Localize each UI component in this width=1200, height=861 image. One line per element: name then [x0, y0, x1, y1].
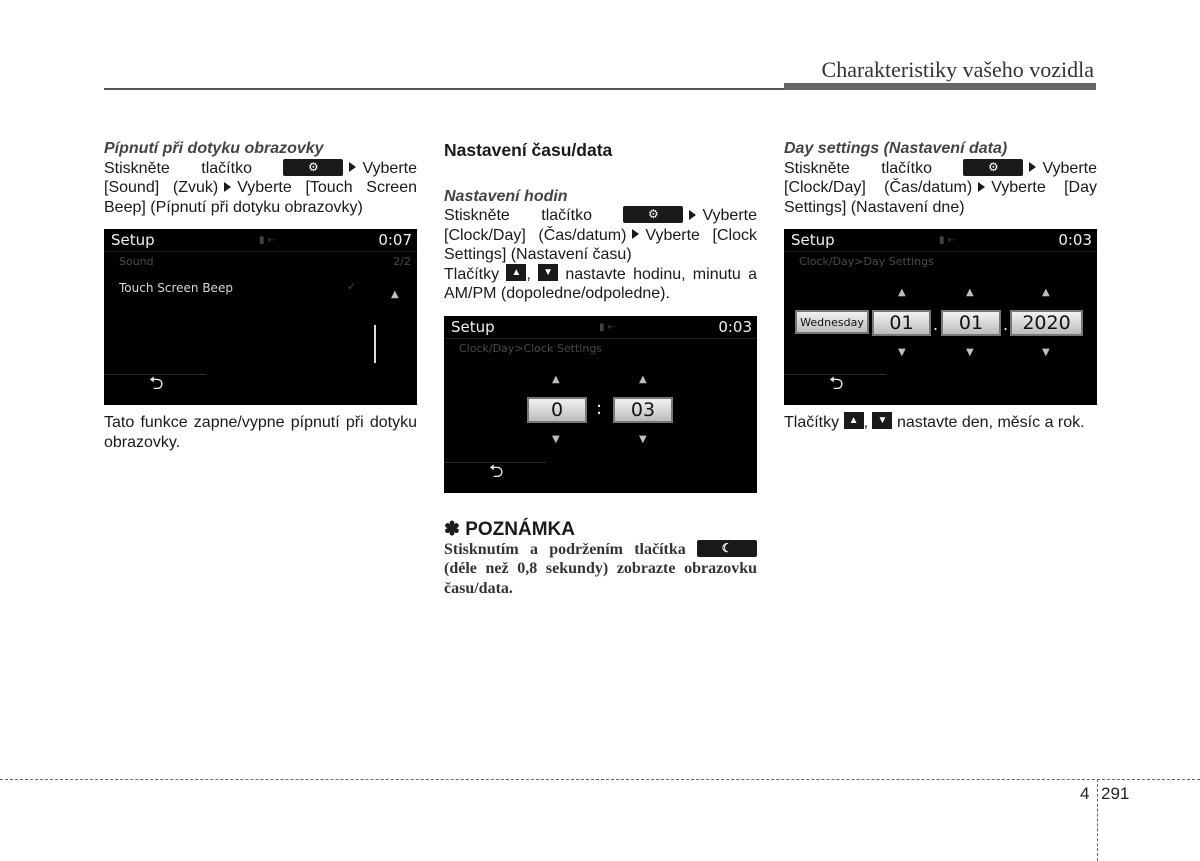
day-field[interactable]: 01 — [872, 310, 931, 336]
text: nastavte den, měsíc a rok. — [896, 414, 1085, 431]
footer-divider — [1097, 779, 1098, 861]
gear-icon: ⚙ — [988, 159, 999, 174]
chapter-number: 4 — [1080, 784, 1090, 803]
moon-icon: ☾ — [721, 541, 733, 556]
paragraph — [784, 413, 1097, 433]
paragraph — [444, 206, 757, 265]
note-block — [444, 512, 757, 598]
day-up-icon[interactable]: ▲ — [898, 287, 906, 298]
month-field[interactable]: 01 — [941, 310, 1001, 336]
header-rule-accent — [784, 83, 1096, 90]
back-icon[interactable]: ⮌ — [149, 373, 164, 394]
column-3 — [784, 139, 1097, 217]
footer-rule — [0, 779, 1200, 780]
note-title: ✽ POZNÁMKA — [444, 519, 575, 540]
gear-icon: ⚙ — [308, 159, 319, 174]
paragraph — [444, 265, 757, 304]
text: , — [863, 414, 869, 431]
text: [Clock/Day] (Čas/datum) — [784, 179, 973, 196]
hour-down-icon[interactable]: ▼ — [552, 434, 560, 445]
up-button-icon: ▲ — [506, 264, 526, 281]
minute-down-icon[interactable]: ▼ — [639, 434, 647, 445]
screenshot-day-settings — [784, 229, 1097, 405]
down-button-icon: ▼ — [872, 412, 892, 429]
status-icons: ▮ ⇠ — [259, 235, 277, 246]
menu-item-sound[interactable]: Sound — [119, 255, 154, 268]
screen-clock: 0:03 — [718, 318, 752, 336]
section-heading: Nastavení času/data — [444, 140, 613, 160]
gear-icon: ⚙ — [648, 207, 659, 222]
text: [Clock/Day] (Čas/datum) — [444, 226, 627, 244]
day-down-icon[interactable]: ▼ — [898, 347, 906, 358]
minute-field[interactable]: 03 — [613, 397, 673, 423]
status-icons: ▮ ⇠ — [599, 322, 617, 333]
clock-button-icon — [697, 540, 757, 557]
month-up-icon[interactable]: ▲ — [966, 287, 974, 298]
text: Stiskněte tlačítko — [104, 159, 252, 177]
paragraph — [104, 159, 417, 218]
month-down-icon[interactable]: ▼ — [966, 347, 974, 358]
text: Vyberte [Clock Settings] (Nastavení času) — [444, 226, 757, 263]
status-icons: ▮ ⇠ — [939, 235, 957, 246]
text: [Sound] (Zvuk) — [104, 179, 219, 196]
page-number: 291 — [1101, 784, 1130, 803]
up-button-icon: ▲ — [844, 412, 864, 429]
arrow-right-icon — [689, 210, 696, 220]
breadcrumb: Clock/Day>Clock Settings — [459, 342, 603, 355]
year-up-icon[interactable]: ▲ — [1042, 287, 1050, 298]
column-1 — [104, 139, 417, 217]
arrow-right-icon — [349, 162, 356, 172]
text: Vyberte [Day Settings] (Nastavení dne) — [784, 179, 1097, 216]
weekday-field: Wednesday — [795, 310, 869, 334]
arrow-right-icon — [224, 182, 231, 192]
text: Stiskněte tlačítko — [784, 159, 932, 177]
section-subtitle: Pípnutí při dotyku obrazovky — [104, 140, 324, 157]
minute-up-icon[interactable]: ▲ — [639, 374, 647, 385]
text: Vyberte — [702, 207, 757, 224]
text: (déle než 0,8 sekundy) zobrazte obrazovku času/data. — [444, 560, 757, 597]
scrollbar[interactable] — [374, 325, 376, 363]
note-body — [444, 540, 757, 599]
section-subtitle: Nastavení hodin — [444, 187, 568, 205]
text: Vyberte [Touch Screen Beep] (Pípnutí při dotyku obrazovky) — [104, 179, 417, 216]
page-indicator: 2/2 — [393, 255, 411, 268]
section-subtitle: Day settings (Nastavení data) — [784, 140, 1008, 157]
text: Vyberte — [1042, 159, 1097, 177]
year-field[interactable]: 2020 — [1010, 310, 1083, 336]
screen-title: Setup — [791, 231, 835, 249]
text: nastavte hodinu, minutu a AM/PM (dopoledne/odpoledne). — [444, 265, 757, 302]
arrow-right-icon — [632, 229, 639, 239]
setup-button-icon — [623, 206, 683, 223]
year-down-icon[interactable]: ▼ — [1042, 347, 1050, 358]
setup-button-icon — [283, 159, 343, 176]
down-button-icon: ▼ — [538, 264, 558, 281]
back-icon[interactable]: ⮌ — [829, 373, 844, 394]
breadcrumb: Clock/Day>Day Settings — [799, 255, 934, 268]
text: Tlačítky — [444, 265, 500, 283]
column-2 — [444, 139, 757, 304]
text: Vyberte — [362, 159, 417, 177]
back-icon[interactable]: ⮌ — [489, 461, 504, 482]
paragraph — [784, 159, 1097, 218]
setup-button-icon — [963, 159, 1023, 176]
column-3-after — [784, 413, 1097, 433]
screenshot-touch-screen-beep — [104, 229, 417, 405]
text: Tlačítky — [784, 414, 840, 431]
scroll-up-icon[interactable]: ▲ — [391, 289, 399, 300]
checkmark-icon: ✓ — [347, 280, 357, 293]
header-rule — [104, 88, 784, 90]
screen-clock: 0:03 — [1058, 231, 1092, 249]
hour-up-icon[interactable]: ▲ — [552, 374, 560, 385]
arrow-right-icon — [978, 182, 985, 192]
time-separator: : — [596, 398, 603, 419]
screen-title: Setup — [451, 318, 495, 336]
text: , — [526, 265, 531, 283]
screen-title: Setup — [111, 231, 155, 249]
column-1-after — [104, 413, 417, 452]
date-separator: . — [933, 315, 939, 334]
hour-field[interactable]: 0 — [527, 397, 587, 423]
text: Stiskněte tlačítko — [444, 207, 592, 224]
date-separator: . — [1003, 315, 1009, 334]
arrow-right-icon — [1029, 162, 1036, 172]
text: Stisknutím a podržením tlačítka — [444, 540, 686, 558]
screenshot-clock-settings — [444, 316, 757, 493]
screen-clock: 0:07 — [378, 231, 412, 249]
divider — [444, 338, 757, 339]
divider — [784, 251, 1097, 252]
menu-item-touch-screen-beep[interactable]: Touch Screen Beep — [119, 281, 233, 295]
divider — [104, 251, 417, 252]
page-header-title: Charakteristiky vašeho vozidla — [821, 57, 1094, 82]
paragraph: Tato funkce zapne/vypne pípnutí při dotyku obrazovky. — [104, 414, 417, 451]
